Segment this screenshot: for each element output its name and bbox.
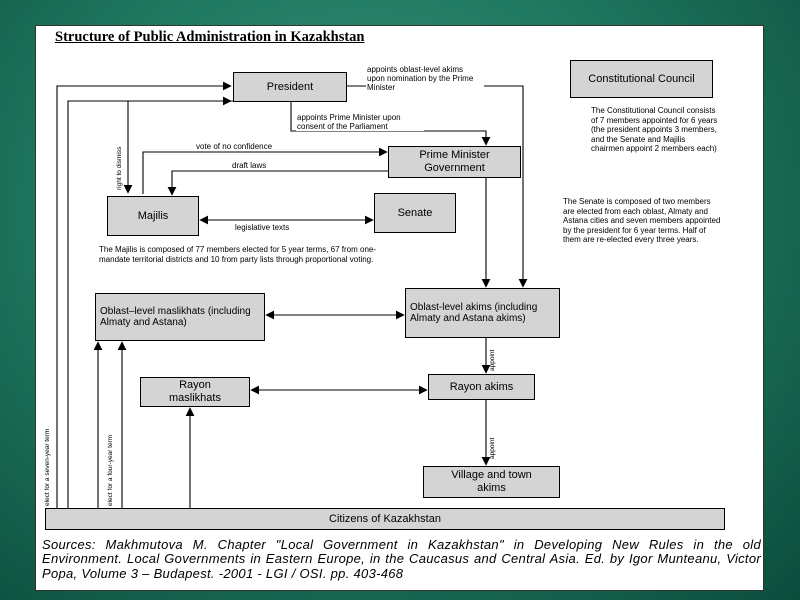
president-box: President (233, 72, 347, 102)
oblast-akims-box: Oblast-level akims (including Almaty and Astana akims) (405, 288, 560, 338)
village-town-akims-box (423, 466, 560, 498)
edge-label-appoints-prime-minister: appoints Prime Minister upon consent of the Parliament (296, 113, 424, 131)
note-majilis: The Majilis is composed of 77 members elected for 5 year terms, 67 from one-mandate territorial districts and 10 from party lists through proportional voting. (99, 245, 376, 264)
rayon-maslikhats-label: Rayon maslikhats (169, 379, 221, 404)
rayon-maslikhats-box (140, 377, 250, 407)
constitutional-council-box: Constitutional Council (570, 60, 713, 98)
note-senate: The Senate is composed of two members are elected from each oblast, Almaty and Astana cities and seven members appointed by the president for 6 year terms. Half of them are re-elected every three years. (563, 197, 721, 245)
edge-label-appoints-oblast-akims: appoints oblast-level akims upon nomination by the Prime Minister (366, 65, 484, 93)
edge-label-draft-laws: draft laws (232, 161, 267, 170)
rayon-akims-box: Rayon akims (428, 374, 535, 400)
diagram-title: Structure of Public Administration in Kazakhstan (55, 29, 365, 45)
village-town-akims-label: Village and town akims (451, 469, 532, 494)
sources-text: Sources: Makhmutova M. Chapter "Local Government in Kazakhstan" in Developing New Rules in the old Environment. Local Governments in Eastern Europe, in the Caucasus and Central Asia. Ed. by Igor Munteanu, Victor Popa, Volume 3 – Budapest. -2001 - LGI / OSI. pp. 403-468 (42, 537, 761, 581)
oblast-maslikhats-box: Oblast–level maslikhats (including Almaty and Astana) (95, 293, 265, 341)
note-constitutional-council: The Constitutional Council consists of 7 members appointed for 6 years (the president appoints 3 members, and the Senate and Majilis chairmen appoint 2 members each) (591, 106, 718, 154)
citizens-box: Citizens of Kazakhstan (45, 508, 725, 530)
edge-label-elect-four-year: elect for a four-year term (107, 434, 114, 506)
prime-minister-government-box: Prime Minister Government (388, 146, 521, 178)
edge-label-vote-of-no-confidence: vote of no confidence (196, 142, 273, 151)
senate-box: Senate (374, 193, 456, 233)
edge-label-appoint-rayon-to-village: appoint (489, 437, 496, 459)
edge-label-appoint-oblast-to-rayon: appoint (489, 349, 496, 371)
edge-label-right-to-dismiss: right to dismiss (116, 146, 123, 190)
majilis-box: Majilis (107, 196, 199, 236)
edge-label-elect-seven-year: elect for a seven-year term (44, 428, 51, 506)
edge-label-legislative-texts: legislative texts (235, 223, 290, 232)
